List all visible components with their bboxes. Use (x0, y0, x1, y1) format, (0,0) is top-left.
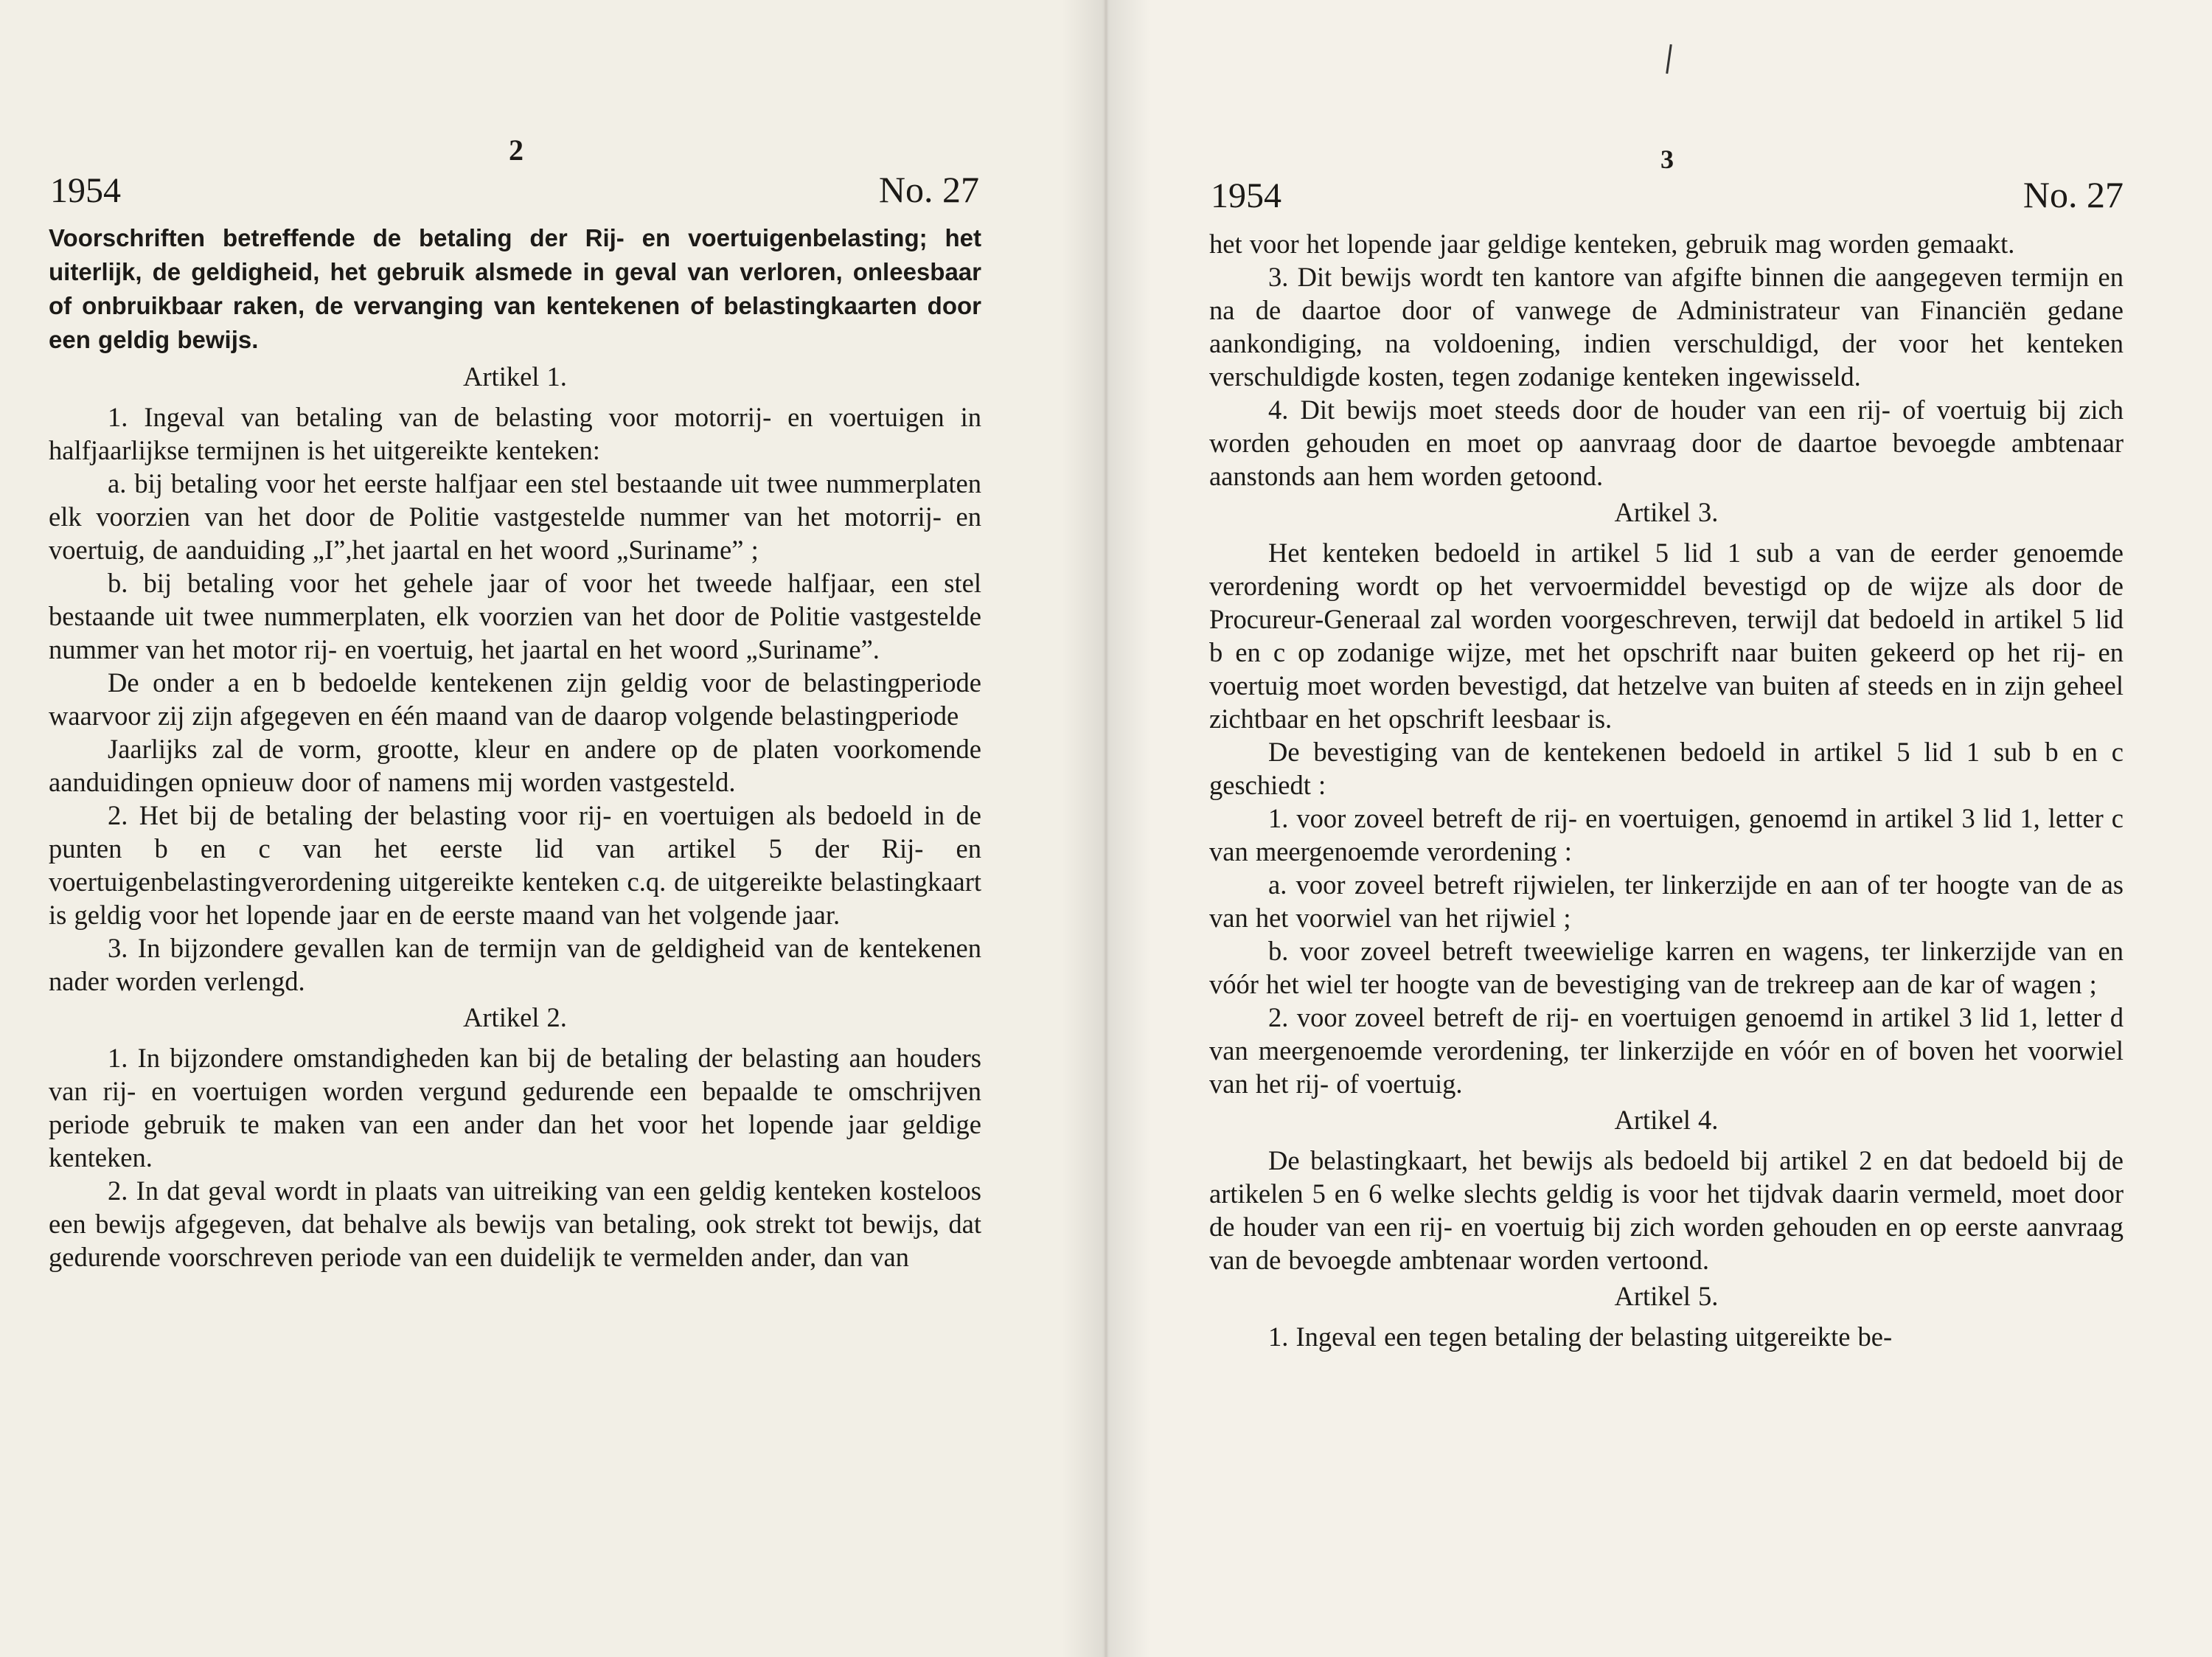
paragraph: Het kenteken bedoeld in artikel 5 lid 1 sub a van de eerder genoemde verordening wordt op het vervoermiddel bevestigd op de wijze als door de Procureur-Generaal zal worden voorgeschreven, terwijl dat bedoeld in artikel 5 lid b en c op zodanige wijze, met het opschrift naar buiten gekeerd op het rij- en voertuig moet worden bevestigd, dat hetzelve van buiten af steeds en in zijn geheel zichtbaar en het opschrift leesbaar is. (1209, 538, 2124, 734)
left-page (0, 0, 1105, 1657)
paragraph: 2. voor zoveel betreft de rij- en voertuigen genoemd in artikel 3 lid 1, letter d van meergenoemde verordening, ter linkerzijde en vóór en of boven het voorwiel van het rij- of voertuig. (1209, 1002, 2124, 1099)
right-text-column (1209, 227, 2124, 1353)
paragraph: 3. In bijzondere gevallen kan de termijn van de geldigheid van de kentekenen nader worden verlengd. (49, 933, 981, 996)
paragraph: De onder a en b bedoelde kentekenen zijn geldig voor de belastingperiode waarvoor zij zijn afgegeven en één maand van de daarop volgende belastingperiode (49, 667, 981, 731)
header-issue: No. 27 (878, 169, 979, 210)
article-heading: Artikel 3. (1614, 497, 1719, 527)
page-number: 3 (1660, 145, 1674, 174)
header-year: 1954 (1211, 176, 1281, 215)
paragraph: b. voor zoveel betreft tweewielige karren en wagens, ter linkerzijde van en vóór het wiel ter hoogte van de bevestiging van de trekreep aan de kar of wagen ; (1209, 936, 2124, 999)
article-heading: Artikel 1. (463, 361, 567, 392)
page-number: 2 (509, 133, 524, 167)
article-heading: Artikel 5. (1614, 1281, 1719, 1311)
paragraph: 1. Ingeval van betaling van de belasting voor motorrij- en voertuigen in halfjaarlijkse termijnen is het uitgereikte kenteken: (49, 402, 981, 465)
paragraph: 2. In dat geval wordt in plaats van uitreiking van een geldig kenteken kosteloos een bewijs afgegeven, dat behalve als bewijs van betaling, ook strekt tot bewijs, dat gedurende voorschreven periode van een duidelijk te vermelden ander, dan van (49, 1175, 981, 1272)
paragraph: b. bij betaling voor het gehele jaar of voor het tweede halfjaar, een stel bestaande uit twee nummerplaten, elk voorzien van het door de Politie vastgestelde nummer van het motor rij- en voertuig, het jaartal en het woord „Suriname”. (49, 568, 981, 664)
paragraph: het voor het lopende jaar geldige kenteken, gebruik mag worden gemaakt. (1209, 229, 2015, 259)
paragraph: Jaarlijks zal de vorm, grootte, kleur en andere op de platen voorkomende aanduidingen opnieuw door of namens mij worden vastgesteld. (49, 734, 981, 797)
article-heading: Artikel 4. (1614, 1105, 1719, 1135)
paragraph: De bevestiging van de kentekenen bedoeld in artikel 5 lid 1 sub b en c geschiedt : (1209, 737, 2124, 800)
paragraph: 2. Het bij de betaling der belasting voor rij- en voertuigen als bedoeld in de punten b en c van het eerste lid van artikel 5 der Rij- en voertuigenbelastingverordening uitgereikte kenteken c.q. de uitgereikte belastingkaart is geldig voor het lopende jaar en de eerste maand van het volgende jaar. (49, 800, 981, 930)
paragraph: 1. In bijzondere omstandigheden kan bij de betaling der belasting aan houders van rij- en voertuigen worden vergund gedurende een bepaalde te omschrijven periode gebruik te maken van een ander dan het voor het lopende jaar geldige kenteken. (49, 1043, 981, 1173)
header-year: 1954 (50, 171, 121, 210)
paragraph: 1. voor zoveel betreft de rij- en voertuigen, genoemd in artikel 3 lid 1, letter c van meergenoemde verordening : (1209, 803, 2124, 866)
right-page (1107, 0, 2212, 1657)
paragraph: a. voor zoveel betreft rijwielen, ter linkerzijde en aan of ter hoogte van de as van het voorwiel van het rijwiel ; (1209, 869, 2124, 933)
document-title: Voorschriften betreffende de betaling der Rij- en voertuigenbelasting; het uiterlijk, de geldigheid, het gebruik alsmede in geval van verloren, onleesbaar of onbruikbaar raken, de vervanging van kentekenen of belastingkaarten door een geldig bewijs. (49, 224, 981, 353)
paragraph: a. bij betaling voor het eerste halfjaar een stel bestaande uit twee nummerplaten elk voorzien van het door de Politie vastgestelde nummer van het motorrij- en voertuig, de aanduiding „I”,het jaartal en het woord „Suriname” ; (49, 468, 981, 565)
paragraph: 1. Ingeval een tegen betaling der belasting uitgereikte be- (1268, 1321, 1893, 1352)
paragraph: De belastingkaart, het bewijs als bedoeld bij artikel 2 en dat bedoeld bij de artikelen 5 en 6 welke slechts geldig is voor het tijdvak daarin vermeld, moet door de houder van een rij- en voertuig bij zich worden gehouden en op eerste aanvraag van de bevoegde ambtenaar worden vertoond. (1209, 1145, 2124, 1275)
page-header (1211, 173, 2124, 216)
page-header (50, 168, 979, 211)
pen-mark (1666, 44, 1672, 74)
paragraph: 3. Dit bewijs wordt ten kantore van afgifte binnen die aangegeven termijn en na de daartoe door of vanwege de Administrateur van Financiën gedane aankondiging, na voldoening, indien verschuldigd, der voor het kenteken verschuldigde kosten, tegen zodanige kenteken ingewisseld. (1209, 262, 2124, 392)
article-heading: Artikel 2. (463, 1002, 567, 1032)
left-text-column (49, 221, 981, 1274)
header-issue: No. 27 (2023, 174, 2124, 215)
paragraph: 4. Dit bewijs moet steeds door de houder van een rij- of voertuig bij zich worden gehouden en moet op aanvraag door de daartoe bevoegde ambtenaar aanstonds aan hem worden getoond. (1209, 395, 2124, 491)
